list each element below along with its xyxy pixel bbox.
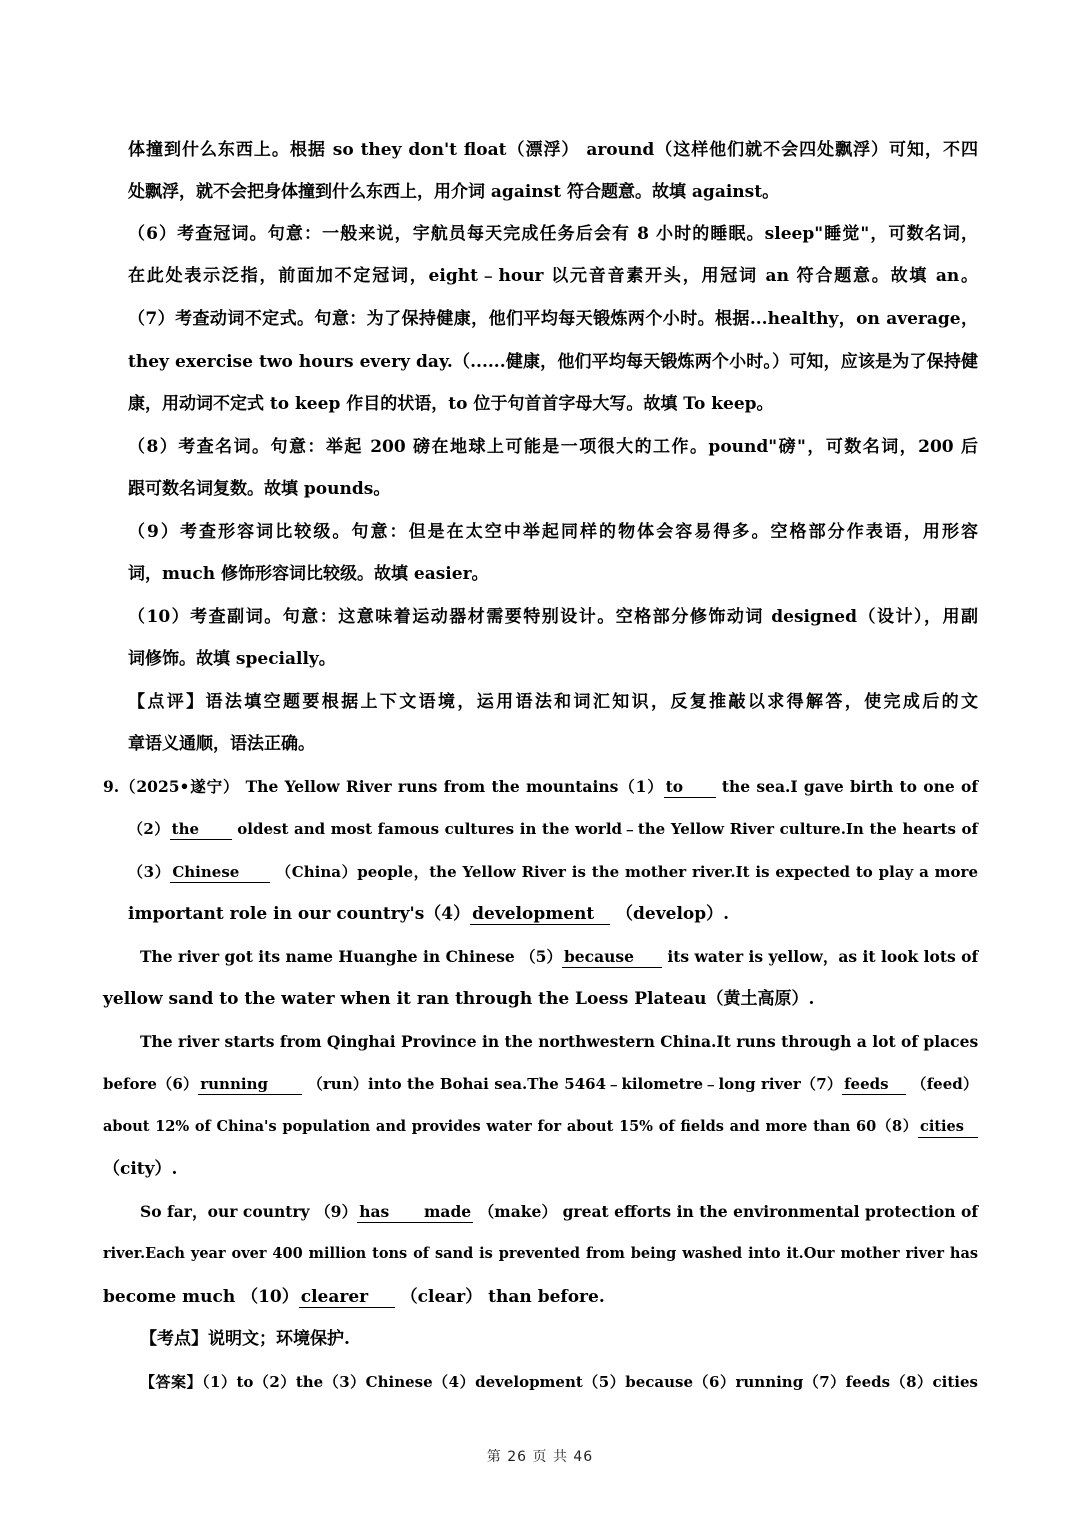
question-text: （develop）. — [610, 904, 730, 924]
question-9-line — [128, 808, 978, 850]
question-text: important role in our country's（4） — [128, 904, 471, 924]
question-9-line — [128, 851, 978, 893]
question-text: before（6） — [103, 1075, 199, 1093]
question-text: So far，our country （9） — [140, 1202, 358, 1221]
answer-blank-5: because — [562, 947, 662, 968]
question-text: The river got its name Huanghe in Chinese （5） — [140, 947, 562, 966]
kaodian-line: 【考点】说明文；环境保护. — [140, 1329, 350, 1349]
answer-blank-6: running — [198, 1074, 302, 1095]
text-line: （7）考查动词不定式。句意：为了保持健康，他们平均每天锻炼两个小时。根据...healthy，on average， — [128, 309, 978, 329]
text-line: 处飘浮，就不会把身体撞到什么东西上，用介词 against 符合题意。故填 against。 — [128, 182, 780, 202]
question-text: （feed） — [906, 1075, 978, 1093]
question-text: its water is yellow，as it look lots of — [661, 947, 979, 966]
question-text: about 12% of China's population and provides water for about 15% of fields and more than 60（8） — [103, 1118, 918, 1135]
text-line: 康，用动词不定式 to keep 作目的状语，to 位于句首首字母大写。故填 To keep。 — [128, 394, 774, 414]
question-9-line — [103, 1106, 978, 1148]
text-line: （6）考查冠词。句意：一般来说，宇航员每天完成任务后会有 8 小时的睡眠。sleep"睡觉"，可数名词， — [128, 224, 978, 244]
question-9-line — [103, 1276, 978, 1318]
text-line: 体撞到什么东西上。根据 so they don't float（漂浮） around（这样他们就不会四处飘浮）可知，不四 — [128, 140, 978, 160]
text-line: 词修饰。故填 specially。 — [128, 649, 336, 669]
question-text: （3） — [128, 863, 171, 881]
page-footer: 第 26 页 共 46 — [486, 1449, 594, 1465]
answer-blank-10: clearer — [299, 1287, 395, 1308]
answer-line: 【答案】（1）to（2）the（3）Chinese（4）development（5）because（6）running（7）feeds（8）cities — [140, 1373, 978, 1391]
question-9-line: （city）. — [103, 1159, 178, 1179]
answer-blank-3: Chinese — [170, 862, 270, 883]
question-9-line — [128, 893, 978, 935]
question-text: become much （10） — [103, 1287, 299, 1307]
question-text: 9.（2025•遂宁） The Yellow River runs from the mountains（1） — [103, 777, 664, 796]
question-9-line — [140, 936, 978, 978]
text-line: （9）考查形容词比较级。句意：但是在太空中举起同样的物体会容易得多。空格部分作表语，用形容 — [128, 522, 978, 542]
review-line: 【点评】语法填空题要根据上下文语境，运用语法和词汇知识，反复推敲以求得解答，使完成后的文 — [128, 692, 978, 712]
text-line: 词，much 修饰形容词比较级。故填 easier。 — [128, 564, 489, 584]
question-text: （2） — [128, 820, 170, 838]
question-9-line — [103, 766, 978, 808]
answer-blank-1: to — [664, 777, 716, 798]
answer-blank-2: the — [170, 819, 232, 840]
question-9-line: The river starts from Qinghai Province in the northwestern China.It runs through a lot of places — [140, 1032, 979, 1051]
question-text: oldest and most famous cultures in the world﹣the Yellow River culture.In the hearts of — [231, 820, 978, 838]
question-9-line — [140, 1191, 978, 1233]
question-text: （run）into the Bohai sea.The 5464﹣kilometre﹣long river（7） — [302, 1075, 843, 1093]
text-line: 在此处表示泛指，前面加不定冠词，eight﹣hour 以元音音素开头，用冠词 an 符合题意。故填 an。 — [128, 266, 978, 286]
text-line: 跟可数名词复数。故填 pounds。 — [128, 479, 391, 499]
question-9-line — [103, 1063, 978, 1105]
question-text: the sea.I gave birth to one of — [715, 777, 979, 796]
question-text: （China）people，the Yellow River is the mother river.It is expected to play a more — [270, 863, 979, 881]
answer-blank-9: has made — [359, 1202, 472, 1221]
question-text: （clear） than before. — [394, 1287, 605, 1307]
review-line: 章语义通顺，语法正确。 — [128, 734, 315, 754]
answer-blank-4: development — [470, 904, 610, 925]
text-line: they exercise two hours every day.（......健康，他们平均每天锻炼两个小时。）可知，应该是为了保持健 — [128, 352, 978, 372]
text-line: （10）考查副词。句意：这意味着运动器材需要特别设计。空格部分修饰动词 designed（设计），用副 — [128, 607, 978, 627]
question-9-line: yellow sand to the water when it ran through the Loess Plateau（黄土高原）. — [103, 989, 815, 1009]
answer-blank-7: feeds — [842, 1074, 906, 1095]
text-line: （8）考查名词。句意：举起 200 磅在地球上可能是一项很大的工作。pound"磅"，可数名词，200 后 — [128, 437, 978, 457]
answer-blank-8: cities — [918, 1117, 978, 1138]
question-9-line: river.Each year over 400 million tons of sand is prevented from being washed into it.Our mother river has — [103, 1245, 978, 1262]
question-text: （make） great efforts in the environmental protection of — [473, 1202, 978, 1221]
